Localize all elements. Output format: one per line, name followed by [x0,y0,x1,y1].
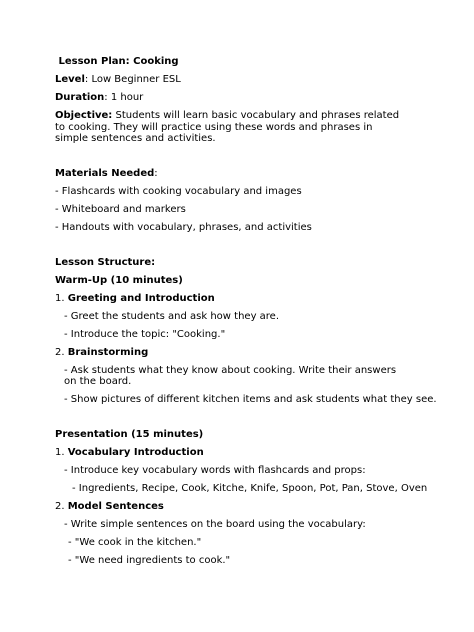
level-label: Level [55,74,85,85]
title-text: Lesson Plan: Cooking [58,56,179,67]
presentation-item-2 [55,501,415,513]
warmup-item-1 [55,293,415,305]
level-line [55,74,415,86]
warmup-item-2-paragraph: - Ask students what they know about cooking. Write their answers on the board. [64,364,397,387]
materials-heading [55,168,415,180]
presentation-heading: Presentation (15 minutes) [55,428,204,440]
objective-paragraph [55,110,405,145]
materials-heading-colon: : [154,167,158,179]
warmup-item-1-line: - Greet the students and ask how they are. [64,310,280,322]
objective-label: Objective: [55,110,113,121]
objective-text: Students will learn basic vocabulary and phrases related to cooking. They will practice using these words and phrases in simple sentences and activities. [55,110,400,144]
warmup-item-1-line: - Introduce the topic: "Cooking." [64,328,226,340]
document-page [55,56,437,567]
duration-value: : 1 hour [104,92,144,103]
warmup-heading: Warm-Up (10 minutes) [55,274,183,286]
presentation-item-1 [55,447,415,459]
item-number: 1. [55,292,68,304]
example-sentence: - "We cook in the kitchen." [68,536,202,548]
item-number: 1. [55,446,68,458]
lesson-title [55,56,415,68]
vocabulary-list: - Ingredients, Recipe, Cook, Kitche, Knife, Spoon, Pot, Pan, Stove, Oven [72,482,428,494]
item-title: Model Sentences [67,500,164,512]
item-title: Vocabulary Introduction [67,446,204,458]
level-value: : Low Beginner ESL [84,74,181,85]
item-number: 2. [55,346,68,358]
warmup-item-2-line: - Show pictures of different kitchen items and ask students what they see. [64,393,437,405]
presentation-item-1-line: - Introduce key vocabulary words with flashcards and props: [64,464,366,476]
warmup-item-2 [55,347,415,359]
item-title: Greeting and Introduction [67,292,215,304]
materials-heading-text: Materials Needed [55,167,155,179]
materials-item: - Whiteboard and markers [55,203,186,215]
item-title: Brainstorming [67,346,149,358]
item-number: 2. [55,500,68,512]
duration-label: Duration [55,92,105,103]
duration-line [55,92,415,104]
presentation-item-2-line: - Write simple sentences on the board using the vocabulary: [64,518,366,530]
example-sentence: - "We need ingredients to cook." [68,554,231,566]
materials-item: - Flashcards with cooking vocabulary and images [55,185,302,197]
materials-item: - Handouts with vocabulary, phrases, and activities [55,221,312,233]
lesson-structure-heading: Lesson Structure: [55,256,156,268]
